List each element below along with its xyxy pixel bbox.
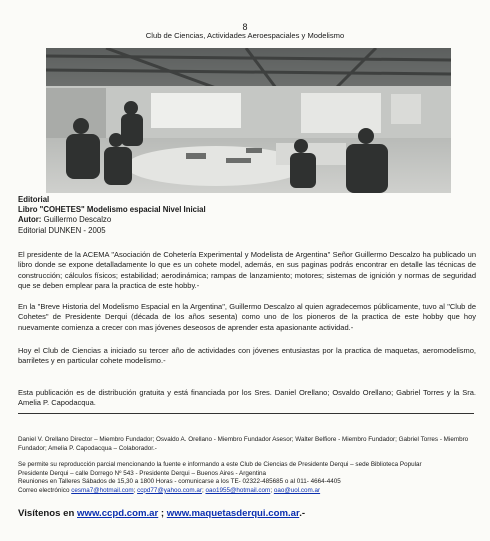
paragraph-history: En la "Breve Historia del Modelismo Espacial en la Argentina", Guillermo Descalzo al quien agradecemos públicamente, tuvo al "Club de Cohetes" de Presidente Derqui (década de los años sesenta) como uno de los pioneros de la practica de este hobby que hoy nuevamente comienza a crecer con mas jóvenes deseosos de aprender esta apasionante actividad.- xyxy=(18,302,476,332)
divider xyxy=(18,413,474,414)
book-title: Libro "COHETES" Modelismo espacial Nivel Inicial xyxy=(18,205,206,215)
site-separator: ; xyxy=(160,508,165,519)
author-line xyxy=(18,215,206,225)
site-link-ccpd[interactable]: www.ccpd.com.ar xyxy=(77,508,159,519)
author-name: Guillermo Descalzo xyxy=(43,215,112,225)
visit-label: Visítenos en xyxy=(18,508,75,519)
email-link-3[interactable]: oao1955@hotmail.com xyxy=(205,486,271,494)
contact-block xyxy=(18,461,478,495)
paragraph-funding: Esta publicación es de distribución gratuita y está financiada por los Sres. Daniel Orellano; Osvaldo Orellano; Gabriel Torres y la Sra. Amelia P. Capodacqua. xyxy=(18,388,476,408)
email-link-1[interactable]: cesma7@hotmail.com xyxy=(71,486,134,494)
page-number: 8 xyxy=(242,22,248,32)
editorial-heading: Editorial xyxy=(18,195,50,204)
email-line: Correo electrónico cesma7@hotmail.com; ccpd77@yahoo.com.ar; oao1955@hotmail.com; oao@uol.com.ar xyxy=(18,486,321,494)
paragraph-today: Hoy el Club de Ciencias a iniciado su tercer año de actividades con jóvenes entusiastas por la practica de maquetas, aeromodelismo, barriletes y en particular cohete modelismo.- xyxy=(18,346,476,366)
paragraph-presentation: El presidente de la ACEMA "Asociación de Cohetería Experimental y Modelista de Argentina" Señor Guillermo Descalzo ha publicado un libro donde se expone detalladamente lo que es un cohete model, además, en sus paginas podrás encontrar en detalle las técnicas de construcción; cálculos físicos; estabilidad; aerodinámica; rampas de lanzamiento; motores; sistemas de ignición y normas de seguridad que se deben emplear para la practica de este hobby.- xyxy=(18,250,476,290)
email-link-4[interactable]: oao@uol.com.ar xyxy=(273,486,321,494)
editorial-block xyxy=(18,195,206,236)
site-link-maquetas[interactable]: www.maquetasderqui.com.ar xyxy=(166,508,300,519)
author-label: Autor: xyxy=(18,215,42,225)
email-label: Correo electrónico xyxy=(18,486,70,494)
workshop-photo xyxy=(46,48,451,193)
site-suffix: .- xyxy=(299,508,306,519)
contact-line-1: Se permite su reproducción parcial mencionando la fuente e informando a este Club de Ciencias de Presidente Derqui – sede Biblioteca Popular xyxy=(18,461,422,468)
footer-visit xyxy=(18,508,305,519)
publisher-line: Editorial DUNKEN - 2005 xyxy=(18,225,106,235)
credits: Daniel V. Orellano Director – Miembro Fundador; Osvaldo A. Orellano - Miembro Fundador Asesor; Walter Belfiore - Miembro Fundador; Gabriel Torres - Miembro Fundador; Amelia P. Capodacqua – Colaborador.- xyxy=(18,436,469,452)
contact-line-2: Presidente Derqui – calle Dorrego Nº 543 - Presidente Derqui – Buenos Aires - Argentina xyxy=(18,469,267,477)
contact-line-3: Reuniones en Talleres Sábados de 15,30 a 1800 Horas - comunicarse a los TE- 02322-485685 o al 011- 4664-4405 xyxy=(18,478,341,486)
email-link-2[interactable]: ccpd77@yahoo.com.ar xyxy=(137,486,202,494)
header-title: Club de Ciencias, Actividades Aeroespaciales y Modelismo xyxy=(145,31,345,40)
